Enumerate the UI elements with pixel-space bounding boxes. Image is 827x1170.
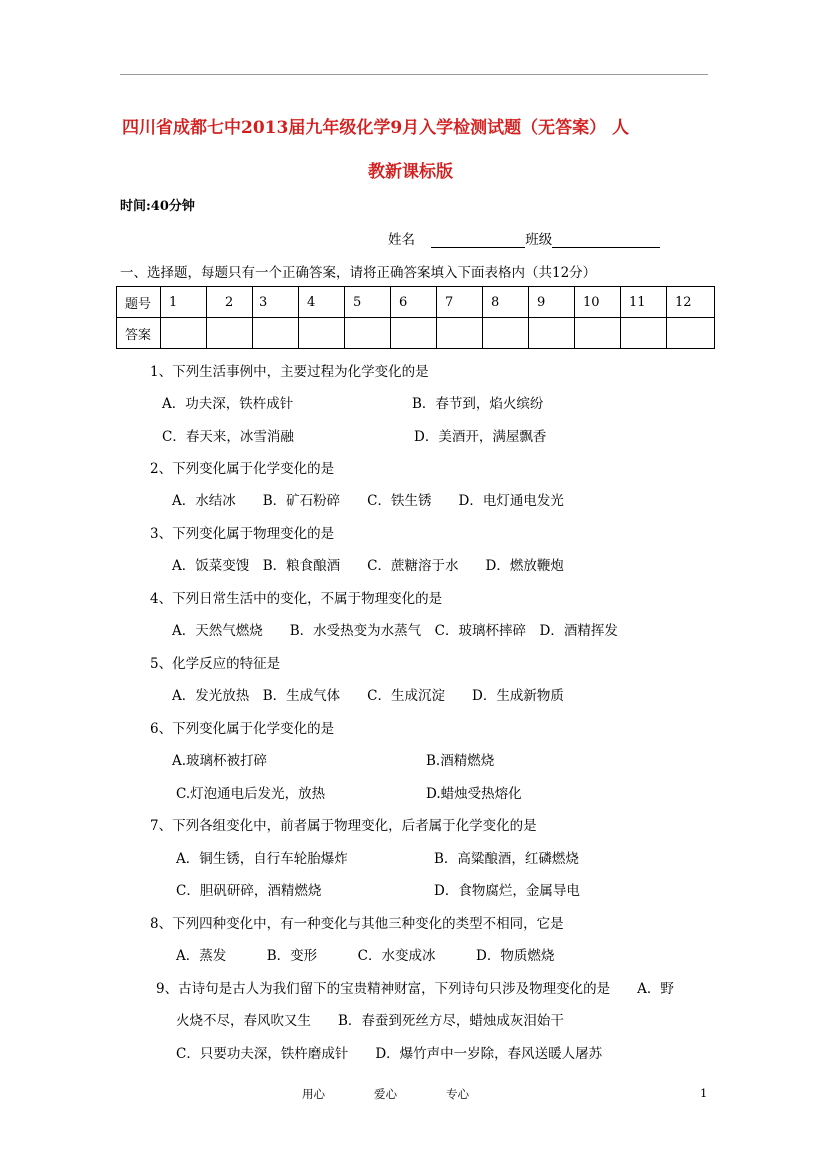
table-cell-number: 8 bbox=[483, 287, 529, 318]
table-cell-number: 6 bbox=[391, 287, 437, 318]
answer-cell[interactable] bbox=[621, 318, 667, 349]
footer-right: 专心 bbox=[446, 1087, 469, 1101]
question-4-options: A．天然气燃烧 B．水受热变为水蒸气 C．玻璃杯摔碎 D．酒精挥发 bbox=[172, 623, 618, 639]
question-1-option-d: D．美酒开，满屋飘香 bbox=[414, 429, 547, 445]
answer-cell[interactable] bbox=[253, 318, 299, 349]
footer-left: 用心 bbox=[302, 1087, 325, 1101]
page-number: 1 bbox=[700, 1086, 708, 1100]
question-1-option-a: A．功夫深，铁杵成针 bbox=[162, 396, 294, 412]
question-6-option-d: D.蜡烛受热熔化 bbox=[426, 786, 522, 802]
question-7-option-d: D．食物腐烂，金属导电 bbox=[434, 883, 580, 899]
row-label-answer: 答案 bbox=[117, 318, 161, 349]
question-1-option-b: B．春节到，焰火缤纷 bbox=[412, 396, 544, 412]
table-cell-number: 3 bbox=[253, 287, 299, 318]
question-3-options: A．饭菜变馊 B．粮食酿酒 C．蔗糖溶于水 D．燃放鞭炮 bbox=[172, 558, 564, 574]
exam-time: 时间:40分钟 bbox=[120, 199, 195, 214]
question-1-option-c: C．春天来，冰雪消融 bbox=[162, 429, 294, 445]
answer-cell[interactable] bbox=[667, 318, 715, 349]
table-cell-number: 12 bbox=[667, 287, 715, 318]
question-6-option-b: B.酒精燃烧 bbox=[426, 753, 495, 769]
question-2-options: A．水结冰 B．矿石粉碎 C．铁生锈 D．电灯通电发光 bbox=[172, 493, 564, 509]
question-3-stem: 3、下列变化属于物理变化的是 bbox=[150, 526, 335, 542]
student-info bbox=[388, 228, 660, 248]
table-row-numbers bbox=[117, 287, 715, 318]
title-line-1: 四川省成都七中2013届九年级化学9月入学检测试题（无答案） 人 bbox=[122, 118, 630, 138]
table-cell-number: 1 bbox=[161, 287, 207, 318]
class-label: 班级 bbox=[525, 232, 553, 248]
table-cell-number: 9 bbox=[529, 287, 575, 318]
table-cell-number: 10 bbox=[575, 287, 621, 318]
question-7-option-a: A．铜生锈，自行车轮胎爆炸 bbox=[176, 851, 348, 867]
question-5-stem: 5、化学反应的特征是 bbox=[150, 656, 281, 672]
question-7-option-c: C．胆矾研碎，酒精燃烧 bbox=[176, 883, 322, 899]
row-label-number: 题号 bbox=[117, 287, 161, 318]
title-line-2: 教新课标版 bbox=[368, 162, 453, 182]
question-7-option-b: B．高粱酿酒，红磷燃烧 bbox=[434, 851, 579, 867]
answer-cell[interactable] bbox=[575, 318, 621, 349]
question-4-stem: 4、下列日常生活中的变化，不属于物理变化的是 bbox=[150, 591, 443, 607]
section-1-heading: 一、选择题，每题只有一个正确答案，请将正确答案填入下面表格内（共12分） bbox=[120, 265, 597, 281]
answer-cell[interactable] bbox=[483, 318, 529, 349]
question-8-stem: 8、下列四种变化中，有一种变化与其他三种变化的类型不相同，它是 bbox=[150, 916, 564, 932]
question-5-options: A．发光放热 B．生成气体 C．生成沉淀 D．生成新物质 bbox=[172, 688, 564, 704]
table-cell-number: 4 bbox=[299, 287, 345, 318]
answer-cell[interactable] bbox=[299, 318, 345, 349]
table-cell-number: 2 bbox=[207, 287, 253, 318]
table-cell-number: 7 bbox=[437, 287, 483, 318]
answer-cell[interactable] bbox=[207, 318, 253, 349]
table-cell-number: 11 bbox=[621, 287, 667, 318]
question-1-stem: 1、下列生活事例中，主要过程为化学变化的是 bbox=[150, 364, 429, 380]
question-9-line-3: C．只要功夫深，铁杵磨成针 D．爆竹声中一岁除，春风送暖人屠苏 bbox=[176, 1046, 603, 1062]
footer-mid: 爱心 bbox=[374, 1087, 397, 1101]
question-8-options: A．蒸发 B．变形 C．水变成冰 D．物质燃烧 bbox=[176, 948, 555, 964]
answer-cell[interactable] bbox=[437, 318, 483, 349]
table-cell-number: 5 bbox=[345, 287, 391, 318]
question-6-option-c: C.灯泡通电后发光，放热 bbox=[176, 786, 326, 802]
answer-cell[interactable] bbox=[391, 318, 437, 349]
question-7-stem: 7、下列各组变化中，前者属于物理变化，后者属于化学变化的是 bbox=[150, 818, 537, 834]
question-6-option-a: A.玻璃杯被打碎 bbox=[172, 753, 268, 769]
name-blank[interactable] bbox=[431, 233, 525, 248]
name-label: 姓名 bbox=[388, 232, 415, 248]
answer-table bbox=[116, 286, 715, 349]
class-blank[interactable] bbox=[552, 233, 660, 248]
answer-cell[interactable] bbox=[345, 318, 391, 349]
question-9-line-2: 火烧不尽，春风吹又生 B．春蚕到死丝方尽，蜡烛成灰泪始干 bbox=[176, 1013, 564, 1029]
table-row-answers bbox=[117, 318, 715, 349]
question-9-stem: 9、古诗句是古人为我们留下的宝贵精神财富，下列诗句只涉及物理变化的是 A．野 bbox=[156, 981, 674, 997]
question-2-stem: 2、下列变化属于化学变化的是 bbox=[150, 461, 335, 477]
answer-cell[interactable] bbox=[529, 318, 575, 349]
question-6-stem: 6、下列变化属于化学变化的是 bbox=[150, 721, 335, 737]
header-rule bbox=[120, 74, 708, 75]
answer-cell[interactable] bbox=[161, 318, 207, 349]
